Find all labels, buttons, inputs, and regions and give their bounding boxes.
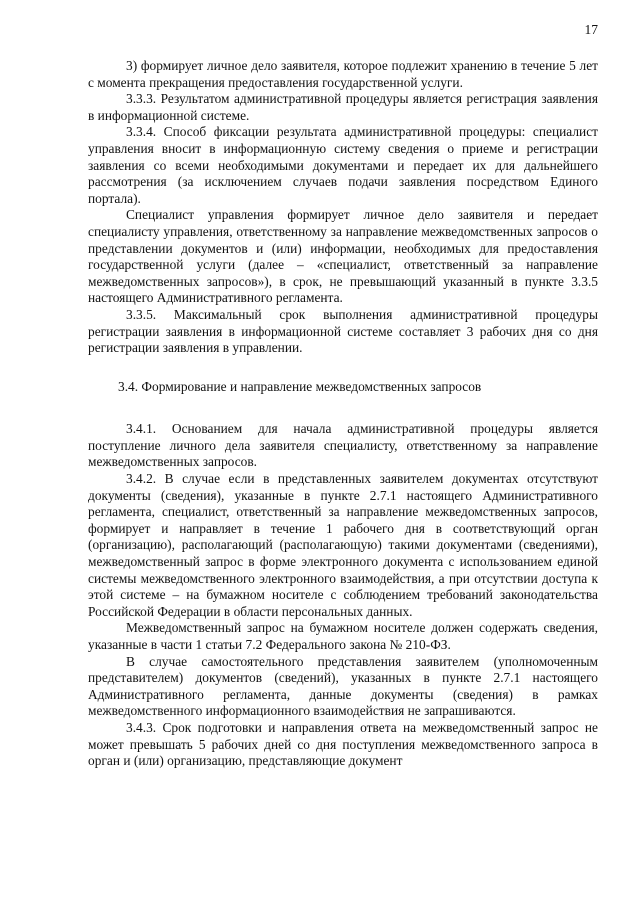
paragraph: 3.3.4. Способ фиксации результата административной процедуры: специалист управления вносит в информационную систему сведения о приеме и регистрации заявления со всеми необходимыми документами и передает их для дальнейшего рассмотрения (за исключением случаев подачи заявления посредством Единого портала). <box>88 124 598 206</box>
section-3-4-body <box>88 421 598 769</box>
paragraph: 3.4.1. Основанием для начала административной процедуры является поступление личного дела заявителя специалисту, ответственному за направление межведомственных запросов. <box>88 421 598 470</box>
paragraph: В случае самостоятельного представления заявителем (уполномоченным представителем) документов (сведений), указанных в пункте 2.7.1 настоящего Административного регламента, данные документы (сведения) в рамках межведомственного информационного взаимодействия не запрашиваются. <box>88 653 598 719</box>
paragraph: 3) формирует личное дело заявителя, которое подлежит хранению в течение 5 лет с момента прекращения предоставления государственной услуги. <box>88 58 598 90</box>
paragraph: 3.4.3. Срок подготовки и направления ответа на межведомственный запрос не может превышать 5 рабочих дней со дня поступления межведомственного запроса в орган и (или) организацию, представляющие документ <box>88 719 598 769</box>
section-3-3-body <box>88 58 598 357</box>
paragraph: 3.4.2. В случае если в представленных заявителем документах отсутствуют документы (сведения), указанные в пункте 2.7.1 настоящего Административного регламента, специалист, ответственный за направление межведомственных запросов, формирует и направляет в течение 1 рабочего дня в соответствующий орган (организацию), располагающий (располагающую) такими документами (сведениями), межведомственный запрос в форме электронного документа с использованием единой системы межведомственного электронного взаимодействия, а при отсутствии доступа к этой системе – на бумажном носителе с соблюдением требований законодательства Российской Федерации в области персональных данных. <box>88 471 598 619</box>
page-number: 17 <box>584 22 598 37</box>
paragraph: Межведомственный запрос на бумажном носителе должен содержать сведения, указанные в части 1 статьи 7.2 Федерального закона № 210-ФЗ. <box>88 620 598 652</box>
paragraph: 3.3.3. Результатом административной процедуры является регистрация заявления в информационной системе. <box>88 91 598 123</box>
paragraph: Специалист управления формирует личное дело заявителя и передает специалисту управления, ответственному за направление межведомственных запросов о представлении документов и (или) информации, необходимых для предоставления государственной услуги (далее – «специалист, ответственный за направление межведомственных запросов»), в срок, не превышающий указанный в пункте 3.3.5 настоящего Административного регламента. <box>88 207 598 306</box>
paragraph: 3.3.5. Максимальный срок выполнения административной процедуры регистрации заявления в информационной системе составляет 3 рабочих дня со дня регистрации заявления в управлении. <box>88 306 598 356</box>
section-heading: 3.4. Формирование и направление межведомственных запросов <box>118 378 482 394</box>
